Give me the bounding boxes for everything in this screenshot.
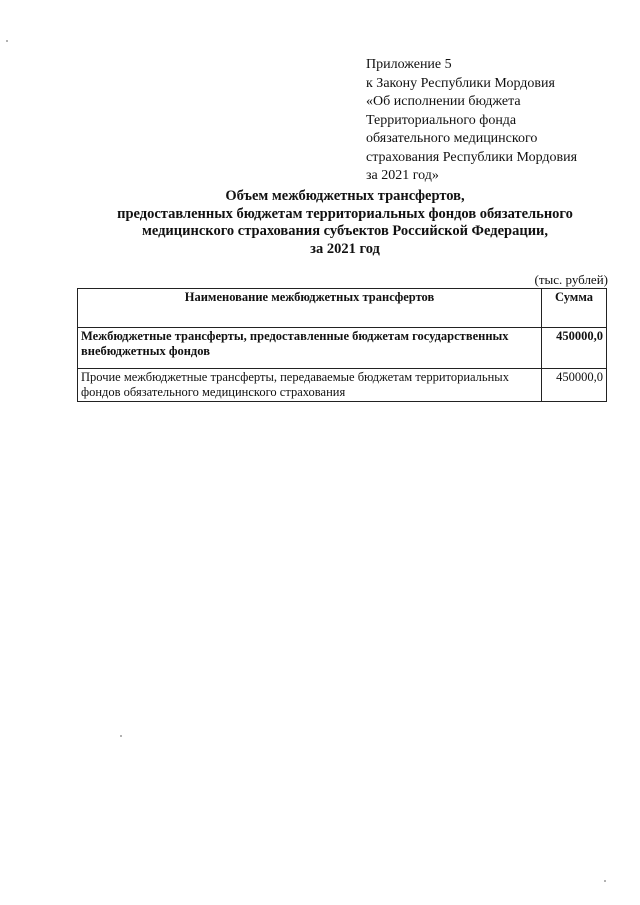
- row-amount: 450000,0: [542, 369, 607, 402]
- header-amount: Сумма: [542, 289, 607, 328]
- row-amount: 450000,0: [542, 328, 607, 369]
- appendix-line: Приложение 5: [366, 57, 452, 72]
- appendix-line: обязательного медицинского: [366, 131, 538, 146]
- scan-speck: [6, 40, 8, 42]
- document-title: [80, 188, 610, 258]
- appendix-line: страхования Республики Мордовия: [366, 149, 578, 165]
- table-row: [78, 369, 607, 402]
- row-name: Прочие межбюджетные трансферты, передаваемые бюджетам территориальных фондов обязательного медицинского страхования: [78, 369, 542, 402]
- appendix-line: за 2021 год»: [366, 168, 439, 183]
- title-line: медицинского страхования субъектов Российской Федерации,: [141, 223, 549, 239]
- table-row: [78, 328, 607, 369]
- scan-speck: [120, 735, 122, 737]
- scan-speck: [604, 880, 606, 882]
- transfers-table: [77, 288, 607, 402]
- table-header-row: [78, 289, 607, 328]
- appendix-line: к Закону Республики Мордовия: [366, 75, 555, 91]
- appendix-note: [366, 56, 626, 186]
- row-name: Межбюджетные трансферты, предоставленные бюджетам государственных внебюджетных фондов: [78, 328, 542, 369]
- unit-note: (тыс. рублей): [534, 272, 608, 287]
- title-line: Объем межбюджетных трансфертов,: [225, 188, 465, 204]
- title-line: предоставленных бюджетам территориальных фондов обязательного: [117, 205, 573, 222]
- header-name: Наименование межбюджетных трансфертов: [78, 289, 542, 328]
- appendix-line: «Об исполнении бюджета: [366, 94, 521, 109]
- appendix-line: Территориального фонда: [366, 112, 517, 128]
- title-line: за 2021 год: [310, 240, 380, 257]
